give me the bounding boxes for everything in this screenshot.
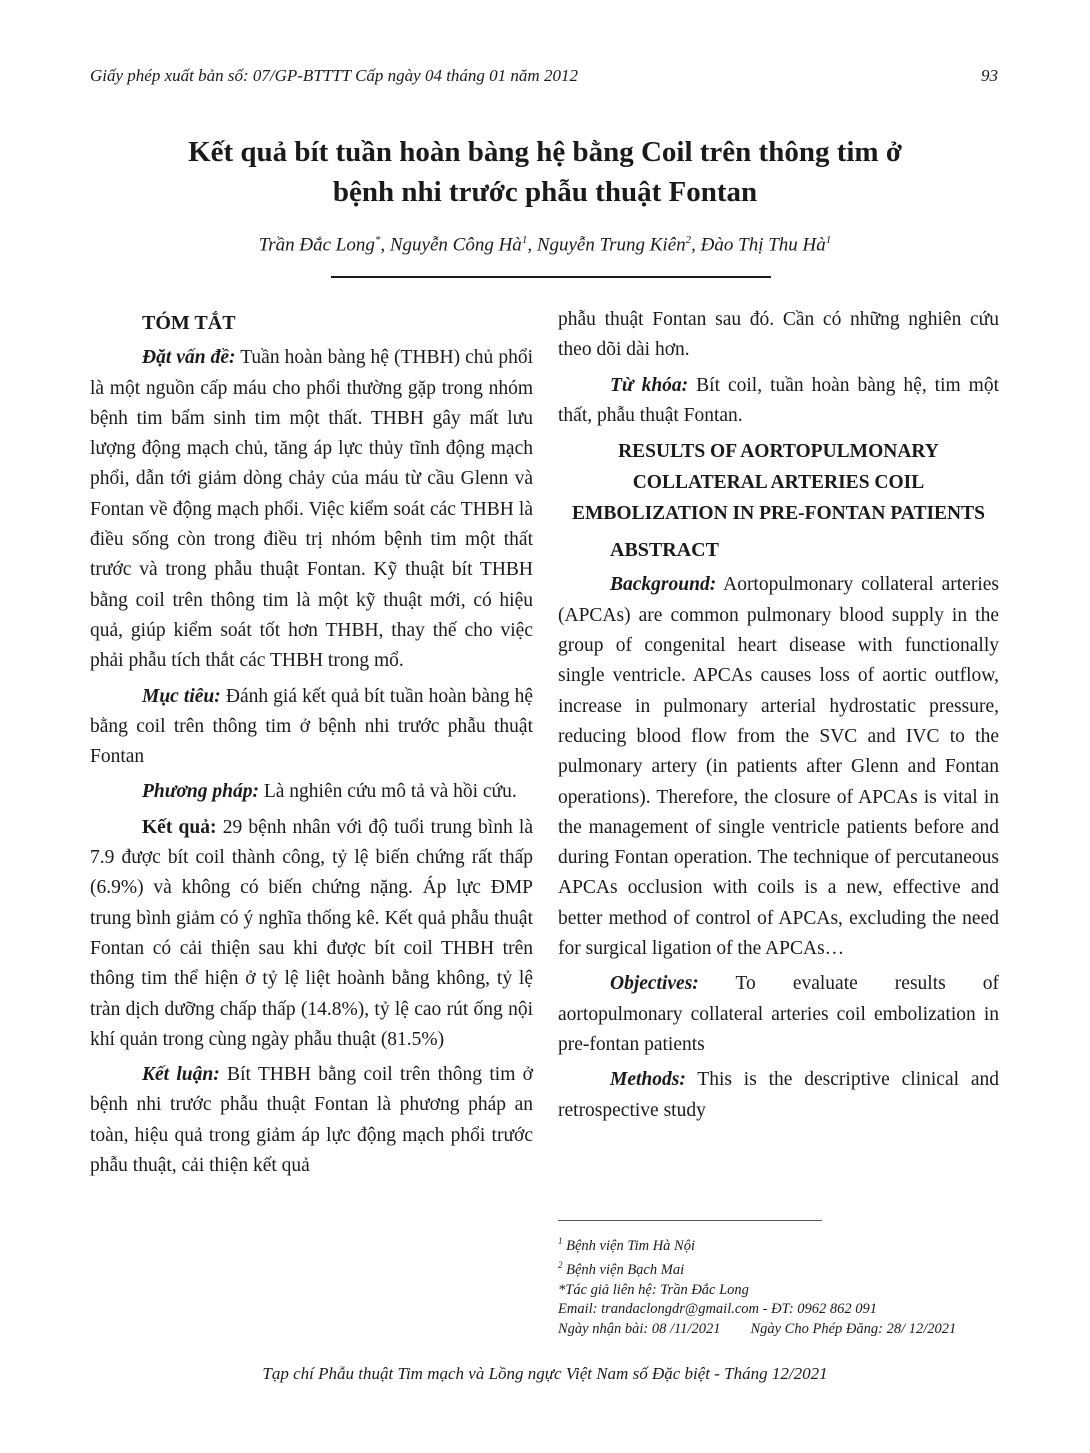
corresponding-author: *Tác giả liên hệ: Trần Đắc Long	[558, 1281, 749, 1298]
footnotes	[558, 1232, 998, 1339]
vi-conclusion-continuation: phẫu thuật Fontan sau đó. Cần có những nghiên cứu theo dõi dài hơn.	[558, 309, 999, 361]
en-methods-paragraph	[558, 1065, 999, 1126]
english-title: RESULTS OF AORTOPULMONARY COLLATERAL ARTERIES COIL EMBOLIZATION IN PRE-FONTAN PATIENTS	[572, 441, 985, 525]
affiliation-1-mark: 1	[558, 1236, 563, 1246]
vi-results-paragraph	[90, 813, 533, 1055]
article-title-line-1: Kết quả bít tuần hoàn bàng hệ bằng Coil trên thông tim ở	[188, 136, 902, 168]
vi-methods-paragraph	[90, 777, 533, 807]
vi-methods-label: Phương pháp:	[142, 781, 259, 803]
vi-keywords-label: Từ khóa:	[610, 374, 689, 396]
affiliation-1	[558, 1232, 998, 1256]
vi-keywords-text: Bít coil, tuần hoàn bàng hệ, tim một thất, phẫu thuật Fontan.	[558, 374, 999, 426]
en-abstract-heading: ABSTRACT	[610, 539, 719, 562]
author-mark: *	[374, 234, 381, 246]
author-mark: 1	[521, 234, 528, 246]
footnote-divider	[558, 1220, 822, 1221]
en-background-label: Background:	[610, 574, 717, 596]
vi-objective-text: Đánh giá kết quả bít tuần hoàn bàng hệ bằng coil trên thông tim ở bệnh nhi trước phẫu thuật Fontan	[90, 685, 533, 768]
author-name: Nguyễn Công Hà	[389, 234, 522, 256]
article-title	[90, 132, 1000, 212]
vi-results-text: 29 bệnh nhân với độ tuổi trung bình là 7.9 được bít coil thành công, tỷ lệ biến chứng rất thấp (6.9%) và không có biến chứng nặng. Áp lực ĐMP trung bình giảm có ý nghĩa thống kê. Kết quả phẫu thuật Fontan có cải thiện sau khi được bít coil THBH trên thông tim thể hiện ở tỷ lệ liệt hoành bằng không, tỷ lệ tràn dịch dưỡng chấp thấp (14.8%), tỷ lệ cao rút ống nội khí quản trong cùng ngày phẫu thuật (81.5%)	[90, 816, 534, 1050]
author-name: Nguyễn Trung Kiên	[536, 234, 686, 256]
vi-objective-label: Mục tiêu:	[142, 685, 221, 707]
affiliation-1-text: Bệnh viện Tim Hà Nội	[562, 1237, 696, 1254]
vi-results-label: Kết quả:	[142, 816, 217, 838]
affiliation-2-text: Bệnh viện Bạch Mai	[562, 1262, 685, 1279]
vi-background-paragraph	[90, 343, 533, 676]
received-date: Ngày nhận bài: 08 /11/2021	[558, 1320, 721, 1337]
vi-conclusion-paragraph	[90, 1060, 533, 1181]
author-name: Trần Đắc Long	[258, 234, 375, 256]
author-mark: 2	[685, 234, 692, 246]
accepted-date: Ngày Cho Phép Đăng: 28/ 12/2021	[750, 1320, 957, 1337]
vi-background-text: Tuần hoàn bàng hệ (THBH) chủ phổi là một nguồn cấp máu cho phổi thường gặp trong nhóm bệnh tim bẩm sinh tim một thất. THBH gây mất lưu lượng động mạch chủ, tăng áp lực thủy tĩnh động mạch phổi, dẫn tới giảm dòng chảy của máu từ cầu Glenn và Fontan về động mạch phổi. Việc kiểm soát các THBH là điều sống còn trong điều trị nhóm bệnh tim một thất trước và trong phẫu thuật Fontan. Kỹ thuật bít THBH bằng coil trên thông tim là một kỹ thuật mới, có hiệu quả, giúp kiểm soát tốt hơn THBH, thay thế cho việc phải phẫu tích thắt các THBH trong mổ.	[90, 347, 533, 672]
affiliation-2-mark: 2	[558, 1260, 563, 1271]
en-objectives-label: Objectives:	[610, 973, 699, 995]
en-methods-label: Methods:	[610, 1069, 686, 1091]
author-list: Trần Đắc Long*, Nguyễn Công $Hà^1$, Nguyễn Trung Kiên$^2$, Đào Thị Thu $Hà^1$	[258, 234, 832, 256]
vi-keywords-paragraph	[558, 371, 999, 432]
contact-email: Email: trandaclongdr@gmail.com - ĐT: 0962 862 091	[558, 1301, 878, 1318]
journal-license-header: Giấy phép xuất bản số: 07/GP-BTTTT Cấp ngày 04 tháng 01 năm 2012	[90, 66, 578, 85]
author-name: Đào Thị Thu Hà	[700, 234, 826, 256]
en-objectives-text: To evaluate results of aortopulmonary collateral arteries coil embolization in pre-fontan patients	[558, 973, 999, 1055]
affiliation-2	[558, 1256, 998, 1280]
vi-conclusion-label: Kết luận:	[142, 1064, 220, 1086]
en-methods-text: This is the descriptive clinical and retrospective study	[558, 1069, 999, 1121]
vi-objective-paragraph	[90, 682, 533, 773]
dates-line	[558, 1320, 998, 1340]
journal-footer: Tạp chí Phẫu thuật Tim mạch và Lồng ngực Việt Nam số Đặc biệt - Tháng 12/2021	[262, 1364, 828, 1383]
article-title-line-2: bệnh nhi trước phẫu thuật Fontan	[332, 176, 758, 208]
en-background-text: Aortopulmonary collateral arteries (APCAs) are common pulmonary blood supply in the group of congenital heart disease with functionally single ventricle. APCAs causes loss of aortic outflow, increase in pulmonary arterial hydrostatic pressure, reducing blood flow from the SVC and IVC to the pulmonary artery (in patients after Glenn and Fontan operations). Therefore, the closure of APCAs is vital in the management of single ventricle patients before and during Fontan operation. The technique of percutaneous APCAs occlusion with coils is a new, effective and better method of control of APCAs, excluding the need for surgical ligation of the APCAs…	[558, 574, 999, 960]
left-column	[90, 308, 533, 1186]
title-divider	[331, 276, 771, 278]
vi-abstract-heading: TÓM TẮT	[142, 312, 236, 334]
vi-conclusion-text: Bít THBH bằng coil trên thông tim ở bệnh nhi trước phẫu thuật Fontan là phương pháp an toàn, hiệu quả trong giảm áp lực động mạch phổi trước phẫu thuật, cải thiện kết quả	[90, 1064, 533, 1177]
en-background-paragraph	[558, 570, 999, 964]
vi-background-label: Đặt vấn đề:	[142, 347, 236, 369]
en-objectives-paragraph	[558, 969, 999, 1060]
vi-methods-text: Là nghiên cứu mô tả và hồi cứu.	[258, 781, 517, 803]
page-number: 93	[981, 66, 998, 85]
right-column	[558, 305, 999, 1131]
author-mark: 1	[825, 234, 832, 246]
